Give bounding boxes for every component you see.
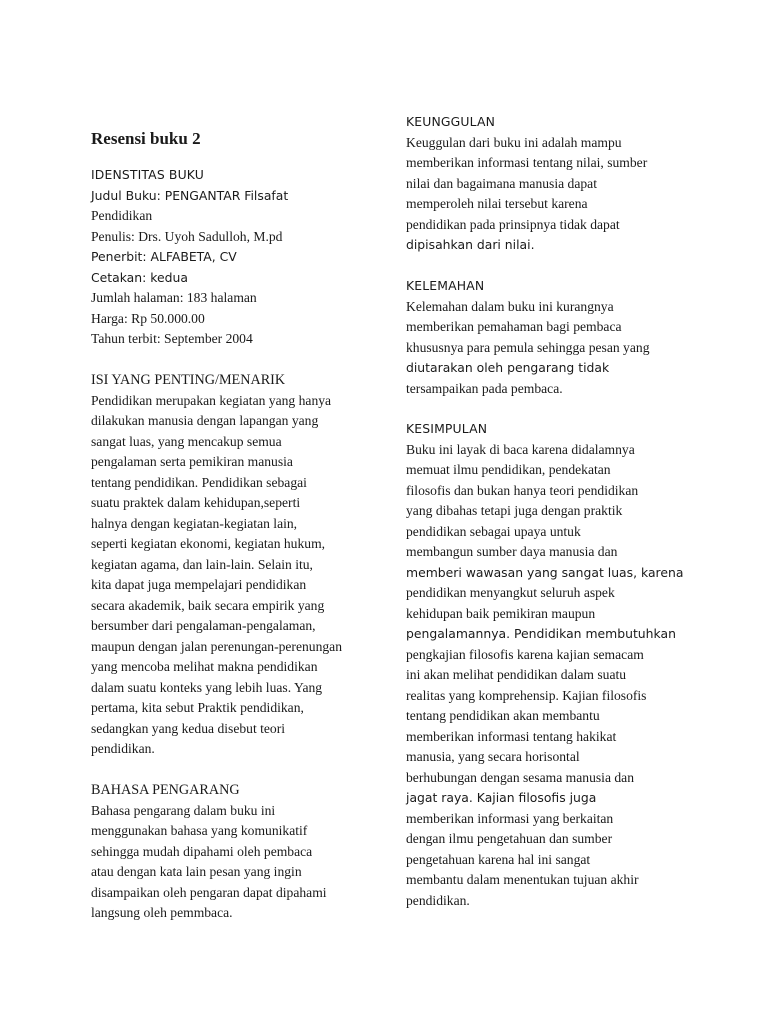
- text-line: membantu dalam menentukan tujuan akhir: [406, 872, 639, 887]
- text-line: dilakukan manusia dengan lapangan yang: [91, 413, 319, 428]
- text-line: Harga: Rp 50.000.00: [91, 310, 205, 326]
- text-line: memperoleh nilai tersebut karena: [406, 196, 588, 211]
- text-line: memberikan informasi tentang hakikat: [406, 728, 617, 744]
- text-line: kita dapat juga mempelajari pendidikan: [91, 577, 307, 592]
- section-bahasa-pengarang: [91, 780, 376, 924]
- text-line: Jumlah halaman: 183 halaman: [91, 290, 257, 305]
- text-line: suatu praktek dalam kehidupan,seperti: [91, 495, 301, 510]
- text-line: pendidikan menyangkut seluruh aspek: [406, 585, 615, 600]
- text-line: jagat raya. Kajian filosofis juga: [406, 790, 597, 805]
- text-line: sedangkan yang kedua disebut teori: [91, 720, 286, 736]
- text-line: Bahasa pengarang dalam buku ini: [91, 802, 276, 818]
- text-line: memuat ilmu pendidikan, pendekatan: [406, 462, 611, 477]
- text-line: membangun sumber daya manusia dan: [406, 544, 618, 559]
- text-line: pengalaman serta pemikiran manusia: [91, 454, 293, 469]
- text-line: Keuggulan dari buku ini adalah mampu: [406, 134, 622, 150]
- text-line: Kelemahan dalam buku ini kurangnya: [406, 298, 614, 314]
- identitas-lines: [91, 186, 376, 350]
- text-line: pengalamannya. Pendidikan membutuhkan: [406, 626, 676, 641]
- text-line: Tahun terbit: September 2004: [91, 331, 253, 346]
- text-line: seperti kegiatan ekonomi, kegiatan hukum,: [91, 536, 326, 551]
- text-line: tentang pendidikan. Pendidikan sebagai: [91, 474, 307, 490]
- text-line: khususnya para pemula sehingga pesan yang: [406, 339, 650, 355]
- text-line: Cetakan: kedua: [91, 269, 188, 285]
- text-line: pendidikan.: [91, 741, 155, 756]
- section-heading-isi: ISI YANG PENTING/MENARIK: [91, 372, 286, 388]
- text-line: pendidikan pada prinsipnya tidak dapat: [406, 216, 620, 232]
- text-line: secara akademik, baik secara empirik yang: [91, 597, 325, 613]
- keunggulan-lines: [406, 133, 696, 256]
- text-line: realitas yang komprehensip. Kajian filosofis: [406, 687, 647, 703]
- text-line: Judul Buku: PENGANTAR Filsafat: [91, 187, 289, 203]
- document-title: Resensi buku 2: [91, 129, 201, 148]
- text-line: sehingga mudah dipahami oleh pembaca: [91, 843, 313, 859]
- isi-lines: [91, 391, 376, 760]
- text-line: kehidupan baik pemikiran maupun: [406, 605, 596, 621]
- section-kesimpulan: [406, 419, 696, 911]
- text-line: Penerbit: ALFABETA, CV: [91, 249, 237, 264]
- section-heading-bahasa: BAHASA PENGARANG: [91, 782, 240, 798]
- section-kelemahan: [406, 276, 696, 399]
- section-identitas-buku: [91, 165, 376, 350]
- text-line: dipisahkan dari nilai.: [406, 237, 535, 252]
- text-line: dalam suatu konteks yang lebih luas. Yang: [91, 679, 323, 695]
- text-line: yang mencoba melihat makna pendidikan: [91, 659, 318, 674]
- section-isi-penting: [91, 370, 376, 760]
- bahasa-lines: [91, 801, 376, 924]
- text-line: pengetahuan karena hal ini sangat: [406, 851, 591, 867]
- text-line: Pendidikan merupakan kegiatan yang hanya: [91, 392, 332, 408]
- section-heading-kesimpulan: KESIMPULAN: [406, 421, 488, 436]
- text-line: Buku ini layak di baca karena didalamnya: [406, 441, 635, 457]
- section-heading-identitas: IDENSTITAS BUKU: [91, 167, 204, 182]
- text-line: maupun dengan jalan perenungan-perenungan: [91, 638, 343, 654]
- text-line: berhubungan dengan sesama manusia dan: [406, 769, 635, 785]
- text-line: tersampaikan pada pembaca.: [406, 380, 563, 396]
- text-line: tentang pendidikan akan membantu: [406, 708, 600, 723]
- text-line: memberikan informasi tentang nilai, sumber: [406, 155, 648, 170]
- text-line: diutarakan oleh pengarang tidak: [406, 360, 610, 375]
- text-line: nilai dan bagaimana manusia dapat: [406, 175, 597, 191]
- kesimpulan-lines: [406, 440, 696, 912]
- text-line: dengan ilmu pengetahuan dan sumber: [406, 831, 613, 846]
- text-line: yang dibahas tetapi juga dengan praktik: [406, 503, 623, 518]
- text-line: Pendidikan: [91, 208, 153, 223]
- text-line: halnya dengan kegiatan-kegiatan lain,: [91, 515, 298, 531]
- text-line: pendidikan sebagai upaya untuk: [406, 523, 581, 539]
- text-line: sangat luas, yang mencakup semua: [91, 433, 282, 449]
- text-line: memberi wawasan yang sangat luas, karena: [406, 564, 684, 580]
- text-line: filosofis dan bukan hanya teori pendidikan: [406, 482, 639, 498]
- text-line: manusia, yang secara horisontal: [406, 749, 580, 764]
- text-line: menggunakan bahasa yang komunikatif: [91, 823, 308, 838]
- kelemahan-lines: [406, 297, 696, 400]
- text-line: memberikan pemahaman bagi pembaca: [406, 319, 622, 334]
- section-keunggulan: [406, 112, 696, 256]
- text-line: ini akan melihat pendidikan dalam suatu: [406, 667, 627, 682]
- section-heading-keunggulan: KEUNGGULAN: [406, 114, 495, 129]
- text-line: atau dengan kata lain pesan yang ingin: [91, 864, 302, 879]
- text-line: disampaikan oleh pengaran dapat dipahami: [91, 884, 327, 900]
- text-line: bersumber dari pengalaman-pengalaman,: [91, 618, 316, 633]
- text-line: memberikan informasi yang berkaitan: [406, 810, 614, 826]
- text-line: Penulis: Drs. Uyoh Sadulloh, M.pd: [91, 228, 283, 244]
- text-line: pengkajian filosofis karena kajian semacam: [406, 646, 644, 662]
- section-heading-kelemahan: KELEMAHAN: [406, 278, 485, 293]
- text-line: kegiatan agama, dan lain-lain. Selain itu,: [91, 556, 313, 572]
- text-line: pertama, kita sebut Praktik pendidikan,: [91, 700, 304, 715]
- text-line: pendidikan.: [406, 892, 470, 908]
- text-line: langsung oleh pemmbaca.: [91, 905, 233, 920]
